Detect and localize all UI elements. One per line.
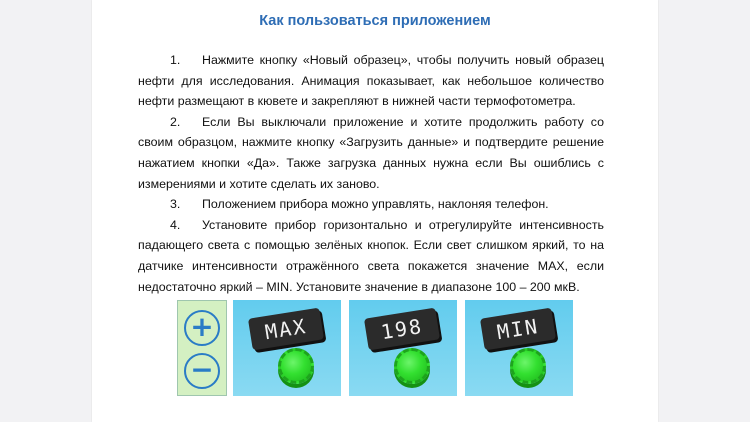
instruction-item-1 [138,50,604,112]
item-number: 1. [170,53,181,67]
sensor-display: 198 [364,308,440,351]
illustration [177,300,573,396]
item-text: Если Вы выключали приложение и хотите продолжить работу со своим образцом, нажмите кнопку «Загрузить данные» и подтвердите решение нажатием кнопки «Да». Также загрузка данных нужна если Вы ошиблись с измерениями и хотите сделать их заново. [138,114,604,191]
green-knob-icon [394,348,430,384]
item-text: Установите прибор горизонтально и отрегулируйте интенсивность падающего света с помощью зелёных кнопок. Если свет слишком яркий, то на датчике интенсивности отражённого света покажется значение MAX, если недостаточно яркий – MIN. Установите значение в диапазоне 100 – 200 мкВ. [138,217,604,294]
device-image-min [465,300,573,396]
minus-icon: − [184,353,220,389]
instructions [138,50,604,297]
green-knob-icon [278,348,314,384]
sensor-display: MAX [248,308,324,351]
document-page [92,0,658,422]
intensity-buttons-panel [177,300,227,396]
item-text: Положением прибора можно управлять, наклоняя телефон. [202,197,549,212]
instruction-item-3 [138,194,604,215]
device-image-max [233,300,341,396]
item-number: 2. [170,114,181,129]
item-number: 3. [170,197,181,212]
instruction-item-4 [138,215,604,297]
device-image-value [349,300,457,396]
item-number: 4. [170,217,181,232]
page-title: Как пользоваться приложением [259,13,491,29]
item-text: Нажмите кнопку «Новый образец», чтобы получить новый образец нефти для исследования. Анимация показывает, как небольшое количество нефти размещают в кювете и закрепляют в нижней части термофотометра. [138,53,604,109]
plus-icon: + [184,310,220,346]
sensor-display: MIN [480,308,556,351]
instruction-item-2 [138,112,604,194]
green-knob-icon [510,348,546,384]
